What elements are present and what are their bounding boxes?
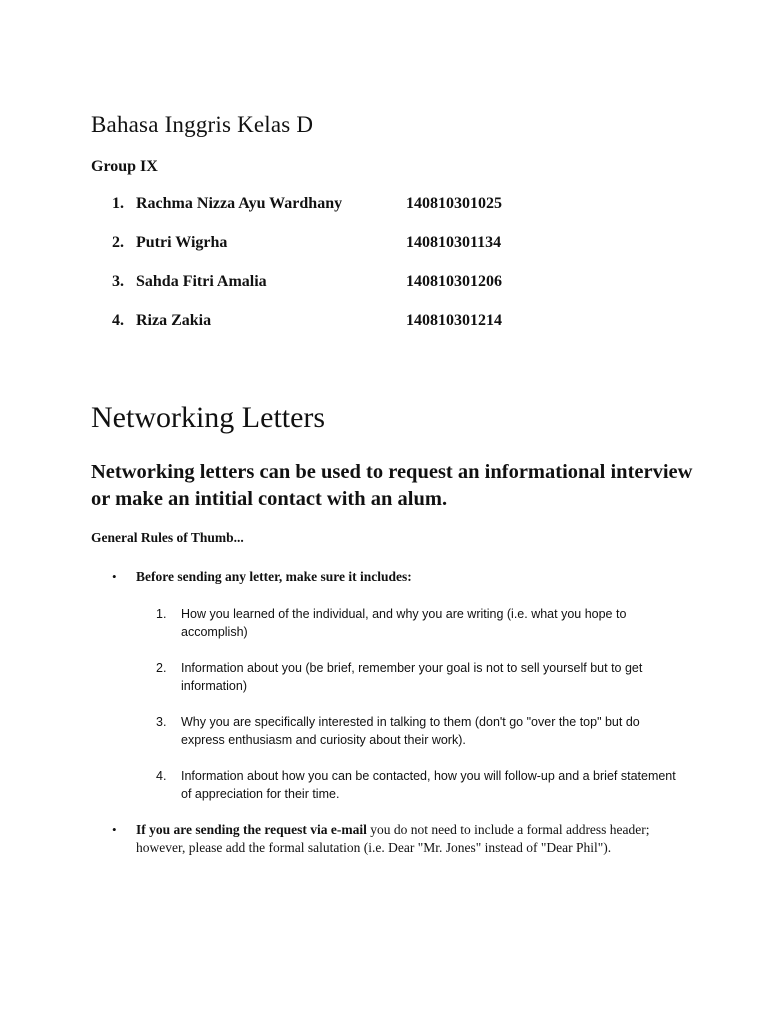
- member-name: Sahda Fitri Amalia: [136, 273, 267, 290]
- list-item-text: Information about you (be brief, remember your goal is not to sell yourself but to get information): [181, 661, 643, 693]
- main-heading: Networking Letters: [91, 401, 326, 434]
- member-row: [112, 195, 632, 234]
- member-name: Rachma Nizza Ayu Wardhany: [136, 195, 343, 212]
- member-number: 3.: [112, 273, 124, 290]
- list-item-text: Information about how you can be contacted, how you will follow-up and a brief statement of appreciation for their time.: [181, 769, 676, 801]
- member-id: 140810301134: [406, 234, 502, 251]
- member-id: 140810301025: [406, 195, 502, 212]
- bullet-icon: •: [112, 822, 117, 837]
- course-title: Bahasa Inggris Kelas D: [91, 112, 314, 137]
- bullet-text: [136, 821, 696, 857]
- member-row: [112, 312, 632, 351]
- bullet-text-rest: you do not need to include a formal address header; however, please add the formal salutation (i.e. Dear "Mr. Jones" instead of "Dear Phil").: [136, 822, 650, 855]
- list-item-number: 3.: [156, 715, 167, 729]
- member-row: [112, 273, 632, 312]
- member-id: 140810301214: [406, 312, 502, 329]
- bullet-text-emphasis: If you are sending the request via e-mail: [136, 822, 367, 837]
- member-number: 4.: [112, 312, 124, 329]
- list-item-number: 1.: [156, 607, 167, 621]
- member-name: Riza Zakia: [136, 312, 212, 329]
- rules-label: General Rules of Thumb...: [91, 530, 244, 545]
- bullet-icon: •: [112, 569, 117, 584]
- sub-heading: Networking letters can be used to request an informational interview or make an intitial contact with an alum.: [91, 461, 693, 510]
- member-number: 1.: [112, 195, 124, 212]
- list-item-number: 4.: [156, 769, 167, 783]
- member-name: Putri Wigrha: [136, 234, 228, 251]
- group-label: Group IX: [91, 158, 158, 175]
- member-row: [112, 234, 632, 273]
- list-item-number: 2.: [156, 661, 167, 675]
- bullet-text: Before sending any letter, make sure it includes:: [136, 569, 412, 584]
- member-list: [112, 195, 632, 351]
- member-number: 2.: [112, 234, 124, 251]
- member-id: 140810301206: [406, 273, 502, 290]
- list-item-text: Why you are specifically interested in talking to them (don't go "over the top" but do express enthusiasm and curiosity about their work).: [181, 715, 640, 747]
- list-item-text: How you learned of the individual, and why you are writing (i.e. what you hope to accomplish): [181, 607, 627, 639]
